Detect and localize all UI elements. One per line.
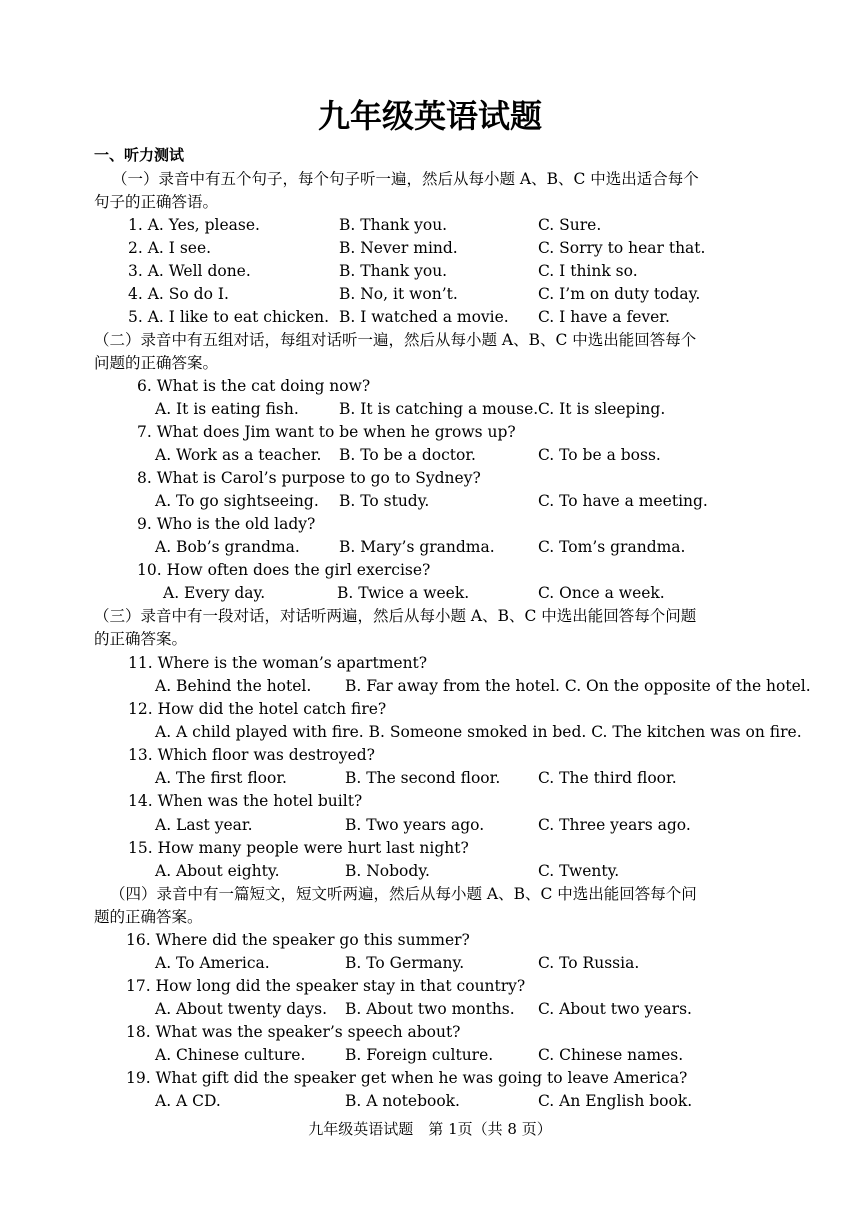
q13-option-b: B. The second floor.: [345, 769, 501, 787]
page-title: 九年级英语试题: [317, 97, 542, 135]
q2-option-b: B. Never mind.: [339, 239, 458, 257]
q5-option-c: C. I have a fever.: [538, 308, 670, 326]
q2-option-c: C. Sorry to hear that.: [538, 239, 706, 257]
q18-option-c: C. Chinese names.: [538, 1046, 684, 1064]
q19-question: 19. What gift did the speaker get when he was going to leave America?: [126, 1069, 688, 1087]
q8-question: 8. What is Carol’s purpose to go to Sydney?: [137, 469, 481, 487]
q15-option-c: C. Twenty.: [538, 862, 620, 880]
part2-instruction-cont: 问题的正确答案。: [94, 354, 219, 372]
q14-question: 14. When was the hotel built?: [128, 792, 363, 810]
part2-instruction: （二）录音中有五组对话，每组对话听一遍，然后从每小题 A、B、C 中选出能回答每个: [94, 331, 697, 349]
q4-option-b: B. No, it won’t.: [339, 285, 458, 303]
q9-option-c: C. Tom’s grandma.: [538, 538, 686, 556]
q12-options: A. A child played with fire. B. Someone smoked in bed. C. The kitchen was on fire.: [155, 723, 802, 741]
q5-option-a: 5. A. I like to eat chicken.: [128, 308, 330, 326]
q10-option-c: C. Once a week.: [538, 584, 665, 602]
q9-question: 9. Who is the old lady?: [137, 515, 316, 533]
q9-option-a: A. Bob’s grandma.: [155, 538, 300, 556]
part4-instruction-cont: 题的正确答案。: [94, 908, 203, 926]
q4-option-c: C. I’m on duty today.: [538, 285, 701, 303]
q11-question: 11. Where is the woman’s apartment?: [128, 654, 428, 672]
q13-option-c: C. The third floor.: [538, 769, 677, 787]
q19-option-b: B. A notebook.: [345, 1092, 460, 1110]
q3-option-c: C. I think so.: [538, 262, 638, 280]
q17-option-c: C. About two years.: [538, 1000, 692, 1018]
q6-question: 6. What is the cat doing now?: [137, 377, 371, 395]
q16-option-c: C. To Russia.: [538, 954, 640, 972]
q7-option-a: A. Work as a teacher.: [155, 446, 322, 464]
q7-option-c: C. To be a boss.: [538, 446, 661, 464]
q11-option-bc: B. Far away from the hotel. C. On the opposite of the hotel.: [345, 677, 811, 695]
q19-option-a: A. A CD.: [155, 1092, 221, 1110]
q12-question: 12. How did the hotel catch fire?: [128, 700, 387, 718]
q16-option-a: A. To America.: [155, 954, 270, 972]
q14-option-b: B. Two years ago.: [345, 816, 485, 834]
page-footer: 九年级英语试题 第 1页（共 8 页）: [308, 1120, 552, 1138]
q17-option-a: A. About twenty days.: [155, 1000, 327, 1018]
q15-option-b: B. Nobody.: [345, 862, 430, 880]
q8-option-a: A. To go sightseeing.: [155, 492, 319, 510]
q9-option-b: B. Mary’s grandma.: [339, 538, 495, 556]
q6-option-b: B. It is catching a mouse.: [339, 400, 539, 418]
part4-instruction: （四）录音中有一篇短文，短文听两遍，然后从每小题 A、B、C 中选出能回答每个问: [110, 885, 697, 903]
section-heading: 一、听力测试: [94, 146, 185, 164]
part1-instruction: （一）录音中有五个句子，每个句子听一遍，然后从每小题 A、B、C 中选出适合每个: [112, 170, 699, 188]
q1-option-b: B. Thank you.: [339, 216, 448, 234]
q19-option-c: C. An English book.: [538, 1092, 693, 1110]
q17-question: 17. How long did the speaker stay in that country?: [126, 977, 526, 995]
q1-option-c: C. Sure.: [538, 216, 602, 234]
q1-option-a: 1. A. Yes, please.: [128, 216, 260, 234]
q14-option-c: C. Three years ago.: [538, 816, 691, 834]
q10-question: 10. How often does the girl exercise?: [137, 561, 431, 579]
q8-option-c: C. To have a meeting.: [538, 492, 708, 510]
q10-option-b: B. Twice a week.: [337, 584, 470, 602]
q18-question: 18. What was the speaker’s speech about?: [126, 1023, 461, 1041]
q8-option-b: B. To study.: [339, 492, 430, 510]
q15-option-a: A. About eighty.: [155, 862, 280, 880]
q3-option-b: B. Thank you.: [339, 262, 448, 280]
q10-option-a: A. Every day.: [163, 584, 266, 602]
part1-instruction-cont: 句子的正确答语。: [94, 193, 219, 211]
part3-instruction-cont: 的正确答案。: [94, 630, 188, 648]
q7-question: 7. What does Jim want to be when he grows up?: [137, 423, 516, 441]
q17-option-b: B. About two months.: [345, 1000, 515, 1018]
q16-question: 16. Where did the speaker go this summer?: [126, 931, 470, 949]
q18-option-a: A. Chinese culture.: [155, 1046, 306, 1064]
q16-option-b: B. To Germany.: [345, 954, 465, 972]
q14-option-a: A. Last year.: [155, 816, 253, 834]
q18-option-b: B. Foreign culture.: [345, 1046, 494, 1064]
q13-question: 13. Which floor was destroyed?: [128, 746, 375, 764]
q13-option-a: A. The first floor.: [155, 769, 287, 787]
q11-option-a: A. Behind the hotel.: [155, 677, 312, 695]
q15-question: 15. How many people were hurt last night?: [128, 839, 469, 857]
q7-option-b: B. To be a doctor.: [339, 446, 476, 464]
part3-instruction: （三）录音中有一段对话，对话听两遍，然后从每小题 A、B、C 中选出能回答每个问题: [94, 607, 697, 625]
q4-option-a: 4. A. So do I.: [128, 285, 229, 303]
q2-option-a: 2. A. I see.: [128, 239, 212, 257]
q6-option-c: C. It is sleeping.: [538, 400, 666, 418]
q6-option-a: A. It is eating fish.: [155, 400, 299, 418]
q3-option-a: 3. A. Well done.: [128, 262, 251, 280]
q5-option-b: B. I watched a movie.: [339, 308, 509, 326]
